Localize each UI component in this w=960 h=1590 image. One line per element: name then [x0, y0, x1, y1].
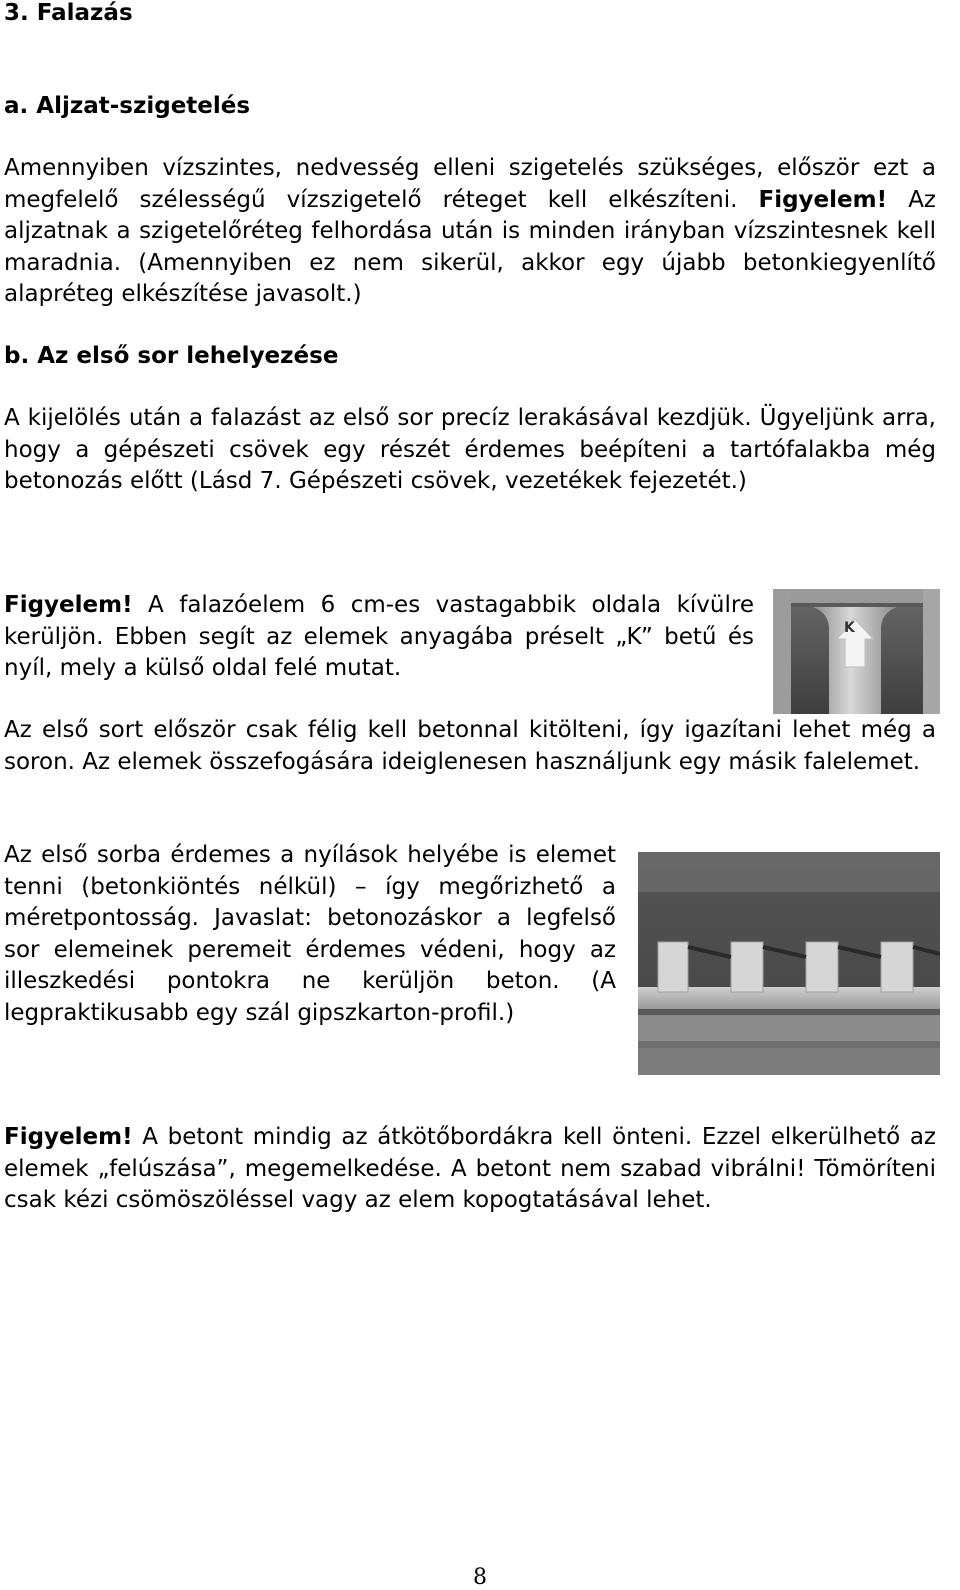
warning-label: Figyelem! [4, 592, 133, 618]
note-k-letter-text: A falazóelem 6 cm-es vastagabbik oldala kívülre kerüljön. Ebben segít az elemek anyagába préselt „K” betű és nyíl, mely a külső oldal felé mutat. [4, 592, 754, 681]
warning-label: Figyelem! [4, 1124, 133, 1150]
paragraph-note-k-letter [4, 590, 754, 685]
paragraph-first-row: A kijelölés után a falazást az első sor precíz lerakásával kezdjük. Ügyeljünk arra, hogy a gépészeti csövek egy részét érdemes beépíteni a tartófalakba még betonozás előtt (Lásd 7. Gépészeti csövek, vezetékek fejezetét.) [4, 405, 936, 494]
warning-label: Figyelem! [758, 186, 888, 213]
subsection-b-title: b. Az első sor lehelyezése [4, 343, 339, 369]
photo-k-letter-arrow-graphic [773, 589, 940, 714]
page-number: 8 [473, 1565, 487, 1590]
paragraph-insulation [4, 153, 936, 311]
concrete-pour-text: A betont mindig az átkötőbordákra kell önteni. Ezzel elkerülhető az elemek „felúszása”, megemelkedése. A betont nem szabad vibrálni! Tömöríteni csak kézi csömöszöléssel vagy az elem kopogtatásával lehet. [4, 1124, 936, 1213]
section-title: 3. Falazás [4, 0, 133, 26]
subsection-a-title: a. Aljzat-szigetelés [4, 93, 251, 119]
paragraph-insulation-rest: Az aljzatnak a szigetelőréteg felhordása után is minden irányban vízszintesnek kell maradnia. (Amennyiben ez nem sikerül, akkor egy újabb betonkiegyenlítő alapréteg elkészítése javasolt.) [4, 186, 936, 307]
paragraph-insulation-text: Amennyiben vízszintes, nedvesség elleni szigetelés szükséges, először ezt a megfelelő szélességű vízszigetelő réteget kell elkészíteni. [4, 155, 936, 213]
photo-k-letter-arrow [773, 589, 940, 714]
photo-k-letter: K [844, 620, 855, 636]
photo-first-row-elements [638, 852, 940, 1075]
paragraph-concrete-pour [4, 1122, 936, 1217]
paragraph-half-fill: Az első sort először csak félig kell betonnal kitölteni, így igazítani lehet még a soron. Az elemek összefogására ideiglenesen használjunk egy másik falelemet. [4, 717, 936, 775]
paragraph-openings: Az első sorba érdemes a nyílások helyébe is elemet tenni (betonkiöntés nélkül) – így megőrizhető a méretpontosság. Javaslat: betonozáskor a legfelső sor elemeinek peremeit érdemes védeni, hogy az illeszkedési pontokra ne kerüljön beton. (A legpraktikusabb egy szál gipszkarton-profil.) [4, 842, 616, 1026]
photo-first-row-graphic [638, 852, 940, 1075]
